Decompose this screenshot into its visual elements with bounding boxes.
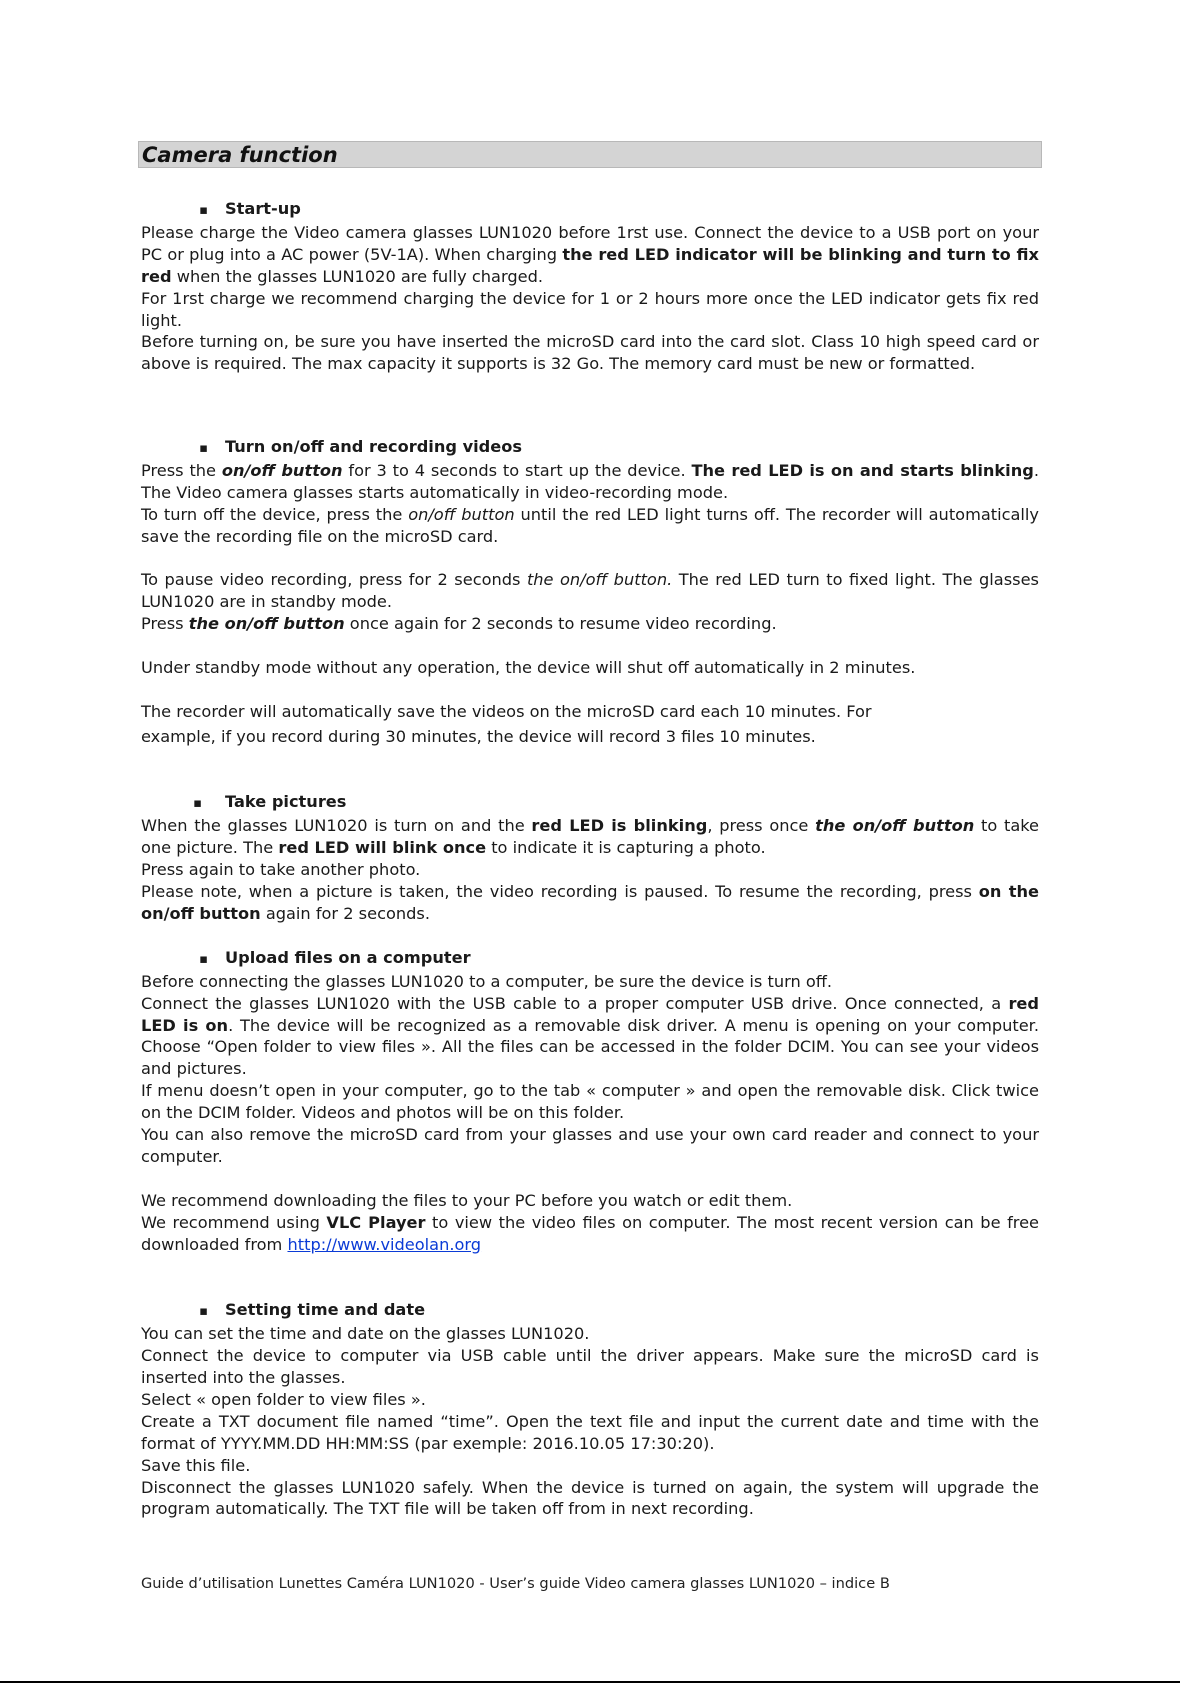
paragraph: You can also remove the microSD card from your glasses and use your own card reader and connect to your computer. bbox=[141, 1125, 1039, 1166]
text-run: We recommend using bbox=[141, 1212, 327, 1232]
subheading-label: Turn on/off and recording videos bbox=[225, 437, 522, 457]
paragraph bbox=[141, 881, 1039, 925]
text-run: for 3 to 4 seconds to start up the device. bbox=[342, 460, 692, 480]
bullet-icon: ▪ bbox=[199, 203, 208, 218]
paragraph: Before turning on, be sure you have inserted the microSD card into the card slot. Class 10 high speed card or above is required. The max capacity it supports is 32 Go. The memory card must be new or formatted. bbox=[141, 332, 1039, 374]
paragraph bbox=[141, 504, 1039, 548]
page-bottom-rule bbox=[0, 1681, 1180, 1683]
paragraph: Connect the device to computer via USB cable until the driver appears. Make sure the microSD card is inserted into the glasses. bbox=[141, 1346, 1039, 1387]
paragraph: For 1rst charge we recommend charging the device for 1 or 2 hours more once the LED indicator gets fix red light. bbox=[141, 288, 1039, 330]
text-run: when the glasses LUN1020 are fully charged. bbox=[171, 266, 543, 286]
subheading-startup bbox=[141, 198, 1039, 222]
text-run: Press the bbox=[141, 460, 222, 480]
paragraph bbox=[141, 222, 1039, 288]
paragraph: Create a TXT document file named “time”. Open the text file and input the current date and time with the format of YYYY.MM.DD HH:MM:SS (par exemple: 2016.10.05 17:30:20). bbox=[141, 1411, 1039, 1453]
paragraph: Before connecting the glasses LUN1020 to a computer, be sure the device is turn off. bbox=[141, 971, 833, 991]
text-run: Please charge the Video camera glasses LUN1020 before 1rst use. Connect the device to a USB port on your PC or plug into a AC power (5V-1A). When charging bbox=[141, 222, 1039, 264]
videolan-link[interactable]: http://www.videolan.org bbox=[287, 1234, 482, 1254]
italic-text: the on/off button. bbox=[526, 570, 673, 590]
paragraph bbox=[141, 1212, 1039, 1256]
subheading-label: Take pictures bbox=[225, 792, 347, 812]
bullet-icon: ▪ bbox=[199, 951, 208, 967]
paragraph bbox=[141, 815, 1039, 859]
text-run: Press bbox=[141, 614, 189, 634]
paragraph: If menu doesn’t open in your computer, go to the tab « computer » and open the removable disk. Click twice on the DCIM folder. Videos and photos will be on this folder. bbox=[141, 1081, 1039, 1123]
subheading-upload-files bbox=[141, 947, 1039, 971]
paragraph: Save this file. bbox=[141, 1455, 251, 1475]
page-footer: Guide d’utilisation Lunettes Caméra LUN1020 - User’s guide Video camera glasses LUN1020 – indice B bbox=[141, 1575, 890, 1592]
text-run: The red LED turn to fixed light. The glasses LUN1020 are in standby mode. bbox=[141, 570, 1039, 612]
bold-text: the red LED indicator will be blinking and turn to fix red bbox=[141, 244, 1039, 286]
section-title: Camera function bbox=[142, 143, 338, 167]
paragraph: Disconnect the glasses LUN1020 safely. When the device is turned on again, the system will upgrade the program automatically. The TXT file will be taken off from in next recording. bbox=[141, 1477, 1039, 1519]
paragraph: We recommend downloading the files to your PC before you watch or edit them. bbox=[141, 1190, 793, 1210]
text-run: to take one picture. The bbox=[141, 816, 1039, 858]
paragraph: You can set the time and date on the glasses LUN1020. bbox=[141, 1324, 590, 1344]
bullet-icon: ▪ bbox=[199, 1304, 208, 1320]
subheading-turn-on-off bbox=[141, 436, 1039, 460]
text-run: to indicate it is capturing a photo. bbox=[486, 838, 766, 858]
bold-text: on the on/off button bbox=[141, 882, 1039, 924]
text-run: once again for 2 seconds to resume video recording. bbox=[344, 614, 777, 634]
subheading-label: Setting time and date bbox=[225, 1300, 426, 1320]
text-run: , press once bbox=[707, 816, 816, 836]
text-run: until the red LED light turns off. The recorder will automatically save the recording file on the microSD card. bbox=[141, 504, 1039, 546]
paragraph bbox=[141, 569, 1039, 613]
bold-italic-text: the on/off button bbox=[815, 816, 975, 836]
text-run: to view the video files on computer. The most recent version can be free downloaded from bbox=[141, 1212, 1039, 1254]
bold-italic-text: on/off button bbox=[221, 460, 343, 480]
text-run: Please note, when a picture is taken, the video recording is paused. To resume the recording, press bbox=[141, 882, 979, 902]
text-run: To turn off the device, press the bbox=[141, 504, 409, 524]
paragraph: Press again to take another photo. bbox=[141, 860, 421, 880]
text-run: . The device will be recognized as a removable disk driver. A menu is opening on your computer. Choose “Open folder to view files ». All the files can be accessed in the folder DCIM. You can see your videos and pictures. bbox=[141, 1015, 1040, 1079]
bullet-icon: ▪ bbox=[193, 796, 202, 812]
bullet-icon: ▪ bbox=[199, 441, 208, 457]
paragraph bbox=[141, 613, 1039, 635]
italic-text: on/off button bbox=[408, 504, 515, 524]
text-run: . The Video camera glasses starts automatically in video-recording mode. bbox=[141, 460, 1039, 502]
subheading-label: Upload files on a computer bbox=[225, 947, 471, 967]
subheading-setting-time-date bbox=[141, 1299, 1039, 1323]
document-body bbox=[141, 198, 1039, 1520]
bold-text: red LED is blinking bbox=[531, 816, 708, 836]
bold-text: red LED is on bbox=[141, 993, 1039, 1035]
bold-italic-text: the on/off button bbox=[188, 614, 345, 634]
paragraph bbox=[141, 460, 1039, 504]
bold-text: The red LED is on and starts blinking bbox=[691, 460, 1034, 480]
bold-text: red LED will blink once bbox=[278, 838, 487, 858]
subheading-label: Start-up bbox=[225, 199, 301, 218]
paragraph: The recorder will automatically save the videos on the microSD card each 10 minutes. For bbox=[141, 701, 872, 721]
paragraph bbox=[141, 993, 1039, 1081]
bold-text: VLC Player bbox=[326, 1212, 426, 1232]
text-run: Connect the glasses LUN1020 with the USB cable to a proper computer USB drive. Once connected, a bbox=[141, 993, 1009, 1013]
text-run: again for 2 seconds. bbox=[260, 904, 430, 924]
paragraph: example, if you record during 30 minutes, the device will record 3 files 10 minutes. bbox=[141, 726, 816, 746]
paragraph: Select « open folder to view files ». bbox=[141, 1389, 426, 1409]
text-run: To pause video recording, press for 2 seconds bbox=[141, 570, 527, 590]
text-run: When the glasses LUN1020 is turn on and the bbox=[141, 816, 532, 836]
section-header-bar bbox=[138, 141, 1042, 168]
paragraph: Under standby mode without any operation, the device will shut off automatically in 2 minutes. bbox=[141, 658, 916, 678]
subheading-take-pictures bbox=[141, 791, 1039, 815]
